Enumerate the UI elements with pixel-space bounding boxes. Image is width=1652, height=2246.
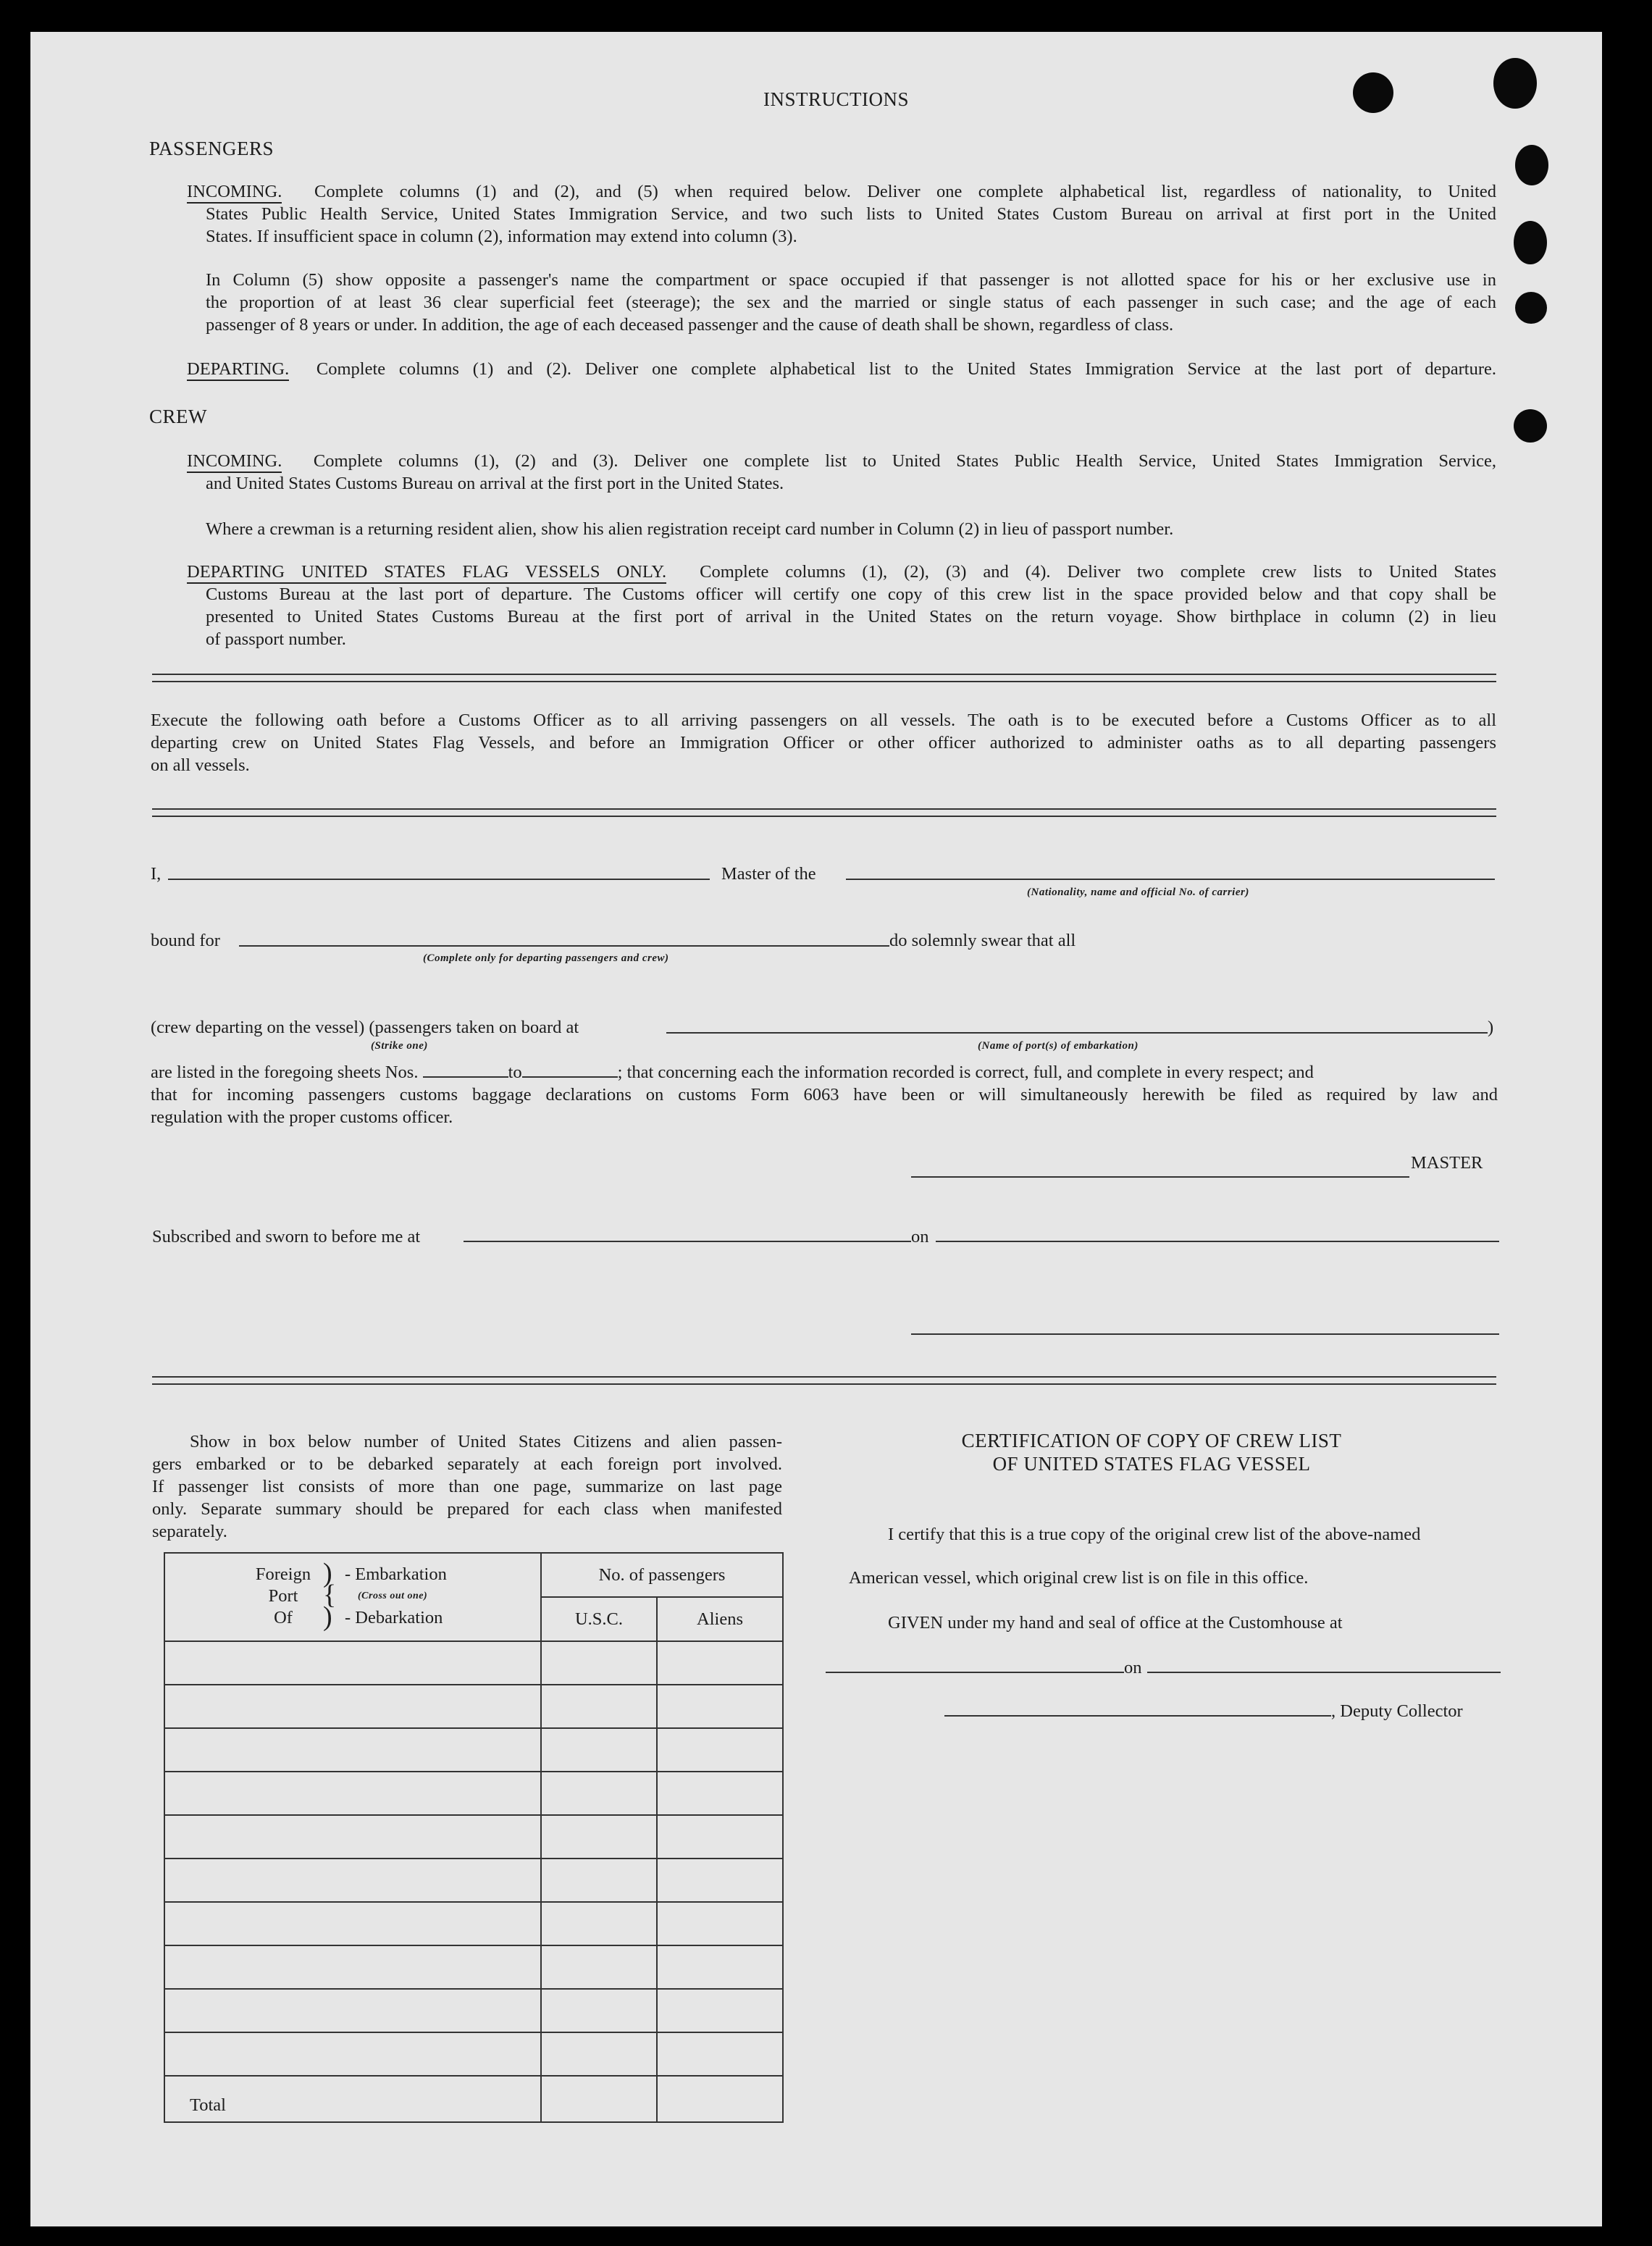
listed-sheets-line: regulation with the proper customs officer. xyxy=(151,1107,453,1127)
column5-line: In Column (5) show opposite a passenger's name the compartment or space occupied if that passenger is not allotted space for his or her exclusive use in xyxy=(206,270,1496,290)
deputy-signature-field[interactable] xyxy=(944,1715,1331,1717)
no-passengers-header: No. of passengers xyxy=(541,1553,783,1597)
aliens-cell[interactable] xyxy=(657,1859,783,1902)
sworn-on-label: on xyxy=(911,1227,929,1246)
table-row xyxy=(164,1685,783,1728)
oath-intro-line: departing crew on United States Flag Vessels, and before an Immigration Officer or other officer authorized to administer oaths as to all departing passengers xyxy=(151,733,1496,753)
officer-signature-field[interactable] xyxy=(911,1333,1499,1335)
passengers-departing-label: DEPARTING. xyxy=(187,359,289,381)
certification-text-1: I certify that this is a true copy of the original crew list of the above-named xyxy=(888,1525,1421,1544)
master-signature-field[interactable] xyxy=(911,1176,1409,1178)
table-row xyxy=(164,1728,783,1772)
usc-cell[interactable] xyxy=(541,1859,657,1902)
port-cell[interactable] xyxy=(164,1859,541,1902)
summary-intro-line: gers embarked or to be debarked separately at each foreign port involved. xyxy=(152,1454,782,1474)
deputy-collector-label: , Deputy Collector xyxy=(1331,1701,1463,1721)
punch-hole xyxy=(1353,72,1393,113)
of-label: Of xyxy=(274,1608,293,1627)
master-label: MASTER xyxy=(1411,1153,1483,1173)
master-name-field[interactable] xyxy=(168,879,710,880)
passengers-incoming-line: States Public Health Service, United States Immigration Service, and two such lists to United States Custom Bureau on arrival at first port in the United xyxy=(206,204,1496,224)
passengers-heading: PASSENGERS xyxy=(149,138,274,159)
summary-intro-line: Show in box below number of United States Citizens and alien passen- xyxy=(190,1432,782,1451)
crew-departing-line: presented to United States Customs Bureau at the first port of arrival in the United States on the return voyage. Show birthplace in column (2) in lieu xyxy=(206,607,1496,627)
punch-hole xyxy=(1514,409,1547,443)
cert-date-field[interactable] xyxy=(1147,1672,1501,1673)
usc-cell[interactable] xyxy=(541,1902,657,1945)
aliens-cell[interactable] xyxy=(657,1902,783,1945)
passengers-incoming-label: INCOMING. xyxy=(187,182,282,204)
table-row xyxy=(164,2032,783,2076)
listed-sheets-text: ; that concerning each the information recorded is correct, full, and complete in every respect; and xyxy=(617,1063,1314,1082)
oath-intro-line: Execute the following oath before a Customs Officer as to all arriving passengers on all vessels. The oath is to be executed before a Customs Officer as to all xyxy=(151,711,1496,730)
aliens-cell[interactable] xyxy=(657,1641,783,1685)
passengers-departing-text: Complete columns (1) and (2). Deliver one complete alphabetical list to the United States Immigration Service at the last port of departure. xyxy=(316,359,1496,379)
strike-one-caption: (Strike one) xyxy=(371,1040,428,1052)
sheet-to-field[interactable] xyxy=(522,1076,618,1078)
customhouse-field[interactable] xyxy=(826,1672,1124,1673)
crew-incoming-label: INCOMING. xyxy=(187,451,282,473)
certification-title xyxy=(840,1429,1463,1475)
subscribed-label: Subscribed and sworn to before me at xyxy=(152,1227,421,1246)
passengers-incoming-line: Complete columns (1) and (2), and (5) when required below. Deliver one complete alphabetical list, regardless of nationality, to United xyxy=(314,182,1496,201)
total-aliens-cell[interactable] xyxy=(657,2076,783,2122)
port-cell[interactable] xyxy=(164,1772,541,1815)
listed-sheets-text: are listed in the foregoing sheets Nos. xyxy=(151,1063,419,1082)
section-divider xyxy=(152,1376,1496,1385)
port-cell[interactable] xyxy=(164,1989,541,2032)
section-divider xyxy=(152,808,1496,817)
total-usc-cell[interactable] xyxy=(541,2076,657,2122)
embarkation-port-field[interactable] xyxy=(666,1032,1488,1034)
oath-intro xyxy=(151,709,1496,776)
punch-hole xyxy=(1515,145,1548,185)
usc-cell[interactable] xyxy=(541,1815,657,1859)
bound-for-field[interactable] xyxy=(239,945,889,947)
usc-cell[interactable] xyxy=(541,1945,657,1989)
port-cell[interactable] xyxy=(164,1685,541,1728)
usc-cell[interactable] xyxy=(541,1685,657,1728)
table-row xyxy=(164,1989,783,2032)
summary-intro-line: If passenger list consists of more than one page, summarize on last page xyxy=(152,1477,782,1496)
crew-incoming-line: and United States Customs Bureau on arrival at the first port in the United States. xyxy=(206,474,784,493)
embarkation-label: - Embarkation xyxy=(345,1564,447,1584)
certification-title-line: CERTIFICATION OF COPY OF CREW LIST xyxy=(961,1430,1342,1451)
aliens-cell[interactable] xyxy=(657,1945,783,1989)
oath-intro-line: on all vessels. xyxy=(151,755,250,775)
aliens-cell[interactable] xyxy=(657,1772,783,1815)
foreign-label: Foreign xyxy=(255,1564,311,1584)
bound-for-label: bound for xyxy=(151,931,220,950)
brace: ) { ) xyxy=(323,1558,337,1632)
port-cell[interactable] xyxy=(164,1902,541,1945)
passenger-summary-table xyxy=(164,1552,784,2123)
column5-line: the proportion of at least 36 clear superficial feet (steerage); the sex and the married or single status of each passenger in such case; and the age of each xyxy=(206,293,1496,312)
complete-only-caption: (Complete only for departing passengers and crew) xyxy=(423,952,669,964)
sworn-on-field[interactable] xyxy=(936,1241,1499,1242)
listed-to-text: to xyxy=(508,1063,522,1082)
total-label: Total xyxy=(164,2076,541,2122)
crew-departing-line: Complete columns (1), (2), (3) and (4). Deliver two complete crew lists to United States xyxy=(700,562,1496,582)
swear-label: do solemnly swear that all xyxy=(889,931,1076,950)
usc-cell[interactable] xyxy=(541,1989,657,2032)
crew-resident-alien: Where a crewman is a returning resident alien, show his alien registration receipt card number in Column (2) in lieu of passport number. xyxy=(206,519,1174,539)
table-row xyxy=(164,1815,783,1859)
table-row xyxy=(164,1902,783,1945)
crew-departing-line: of passport number. xyxy=(206,629,346,649)
section-divider xyxy=(152,674,1496,682)
table-row xyxy=(164,1772,783,1815)
aliens-cell[interactable] xyxy=(657,1989,783,2032)
port-cell[interactable] xyxy=(164,2032,541,2076)
crew-departing xyxy=(187,561,1496,650)
punch-hole xyxy=(1514,221,1547,264)
summary-intro-line: only. Separate summary should be prepared for each class when manifested xyxy=(152,1499,782,1519)
port-cell[interactable] xyxy=(164,1945,541,1989)
crew-departing-label: DEPARTING UNITED STATES FLAG VESSELS ONLY. xyxy=(187,562,666,584)
port-cell[interactable] xyxy=(164,1815,541,1859)
page-title: INSTRUCTIONS xyxy=(763,88,910,110)
nationality-caption: (Nationality, name and official No. of carrier) xyxy=(1027,887,1249,898)
table-row xyxy=(164,1859,783,1902)
listed-sheets xyxy=(151,1061,1498,1128)
crew-incoming-line: Complete columns (1), (2) and (3). Deliver one complete list to United States Public Health Service, United States Immigration Service, xyxy=(313,451,1497,471)
usc-cell[interactable] xyxy=(541,1641,657,1685)
passengers-incoming xyxy=(187,180,1496,248)
aliens-cell[interactable] xyxy=(657,1815,783,1859)
table-row xyxy=(164,1945,783,1989)
cross-out-caption: (Cross out one) xyxy=(358,1591,428,1601)
ports-caption: (Name of port(s) of embarkation) xyxy=(978,1040,1139,1052)
passengers-column5 xyxy=(206,269,1496,336)
close-paren: ) xyxy=(1488,1018,1494,1037)
summary-intro-line: separately. xyxy=(152,1522,227,1541)
certification-text-2: American vessel, which original crew list is on file in this office. xyxy=(849,1568,1309,1588)
aliens-cell[interactable] xyxy=(657,1685,783,1728)
table-row xyxy=(164,1641,783,1685)
debarkation-label: - Debarkation xyxy=(345,1608,443,1627)
usc-cell[interactable] xyxy=(541,2032,657,2076)
foreign-port-header xyxy=(164,1553,541,1641)
aliens-header: Aliens xyxy=(657,1597,783,1641)
port-cell[interactable] xyxy=(164,1641,541,1685)
crew-passengers-label: (crew departing on the vessel) (passengers taken on board at xyxy=(151,1018,579,1037)
usc-header: U.S.C. xyxy=(541,1597,657,1641)
total-row xyxy=(164,2076,783,2122)
certification-title-line: OF UNITED STATES FLAG VESSEL xyxy=(992,1453,1311,1475)
passengers-incoming-line: States. If insufficient space in column (2), information may extend into column (3). xyxy=(206,227,797,246)
aliens-cell[interactable] xyxy=(657,1728,783,1772)
carrier-field[interactable] xyxy=(846,879,1495,880)
usc-cell[interactable] xyxy=(541,1728,657,1772)
port-cell[interactable] xyxy=(164,1728,541,1772)
sworn-at-field[interactable] xyxy=(464,1241,911,1242)
passengers-departing xyxy=(187,358,1496,380)
crew-heading: CREW xyxy=(149,406,207,427)
given-under-hand: GIVEN under my hand and seal of office at the Customhouse at xyxy=(888,1613,1343,1633)
punch-hole xyxy=(1493,58,1537,109)
column5-line: passenger of 8 years or under. In addition, the age of each deceased passenger and the cause of death shall be shown, regardless of class. xyxy=(206,315,1174,335)
punch-hole xyxy=(1515,292,1547,324)
crew-incoming xyxy=(187,450,1496,495)
listed-sheets-line: that for incoming passengers customs baggage declarations on customs Form 6063 have been or will simultaneously herewith be filed as required by law and xyxy=(151,1085,1498,1105)
port-label: Port xyxy=(268,1586,298,1606)
oath-i-label: I, xyxy=(151,864,162,884)
crew-departing-line: Customs Bureau at the last port of departure. The Customs officer will certify one copy of this crew list in the space provided below and that copy shall be xyxy=(206,584,1496,604)
usc-cell[interactable] xyxy=(541,1772,657,1815)
cert-on-label: on xyxy=(1124,1658,1142,1677)
summary-intro xyxy=(152,1430,782,1543)
sheet-from-field[interactable] xyxy=(423,1076,508,1078)
aliens-cell[interactable] xyxy=(657,2032,783,2076)
master-of-the-label: Master of the xyxy=(721,864,816,884)
